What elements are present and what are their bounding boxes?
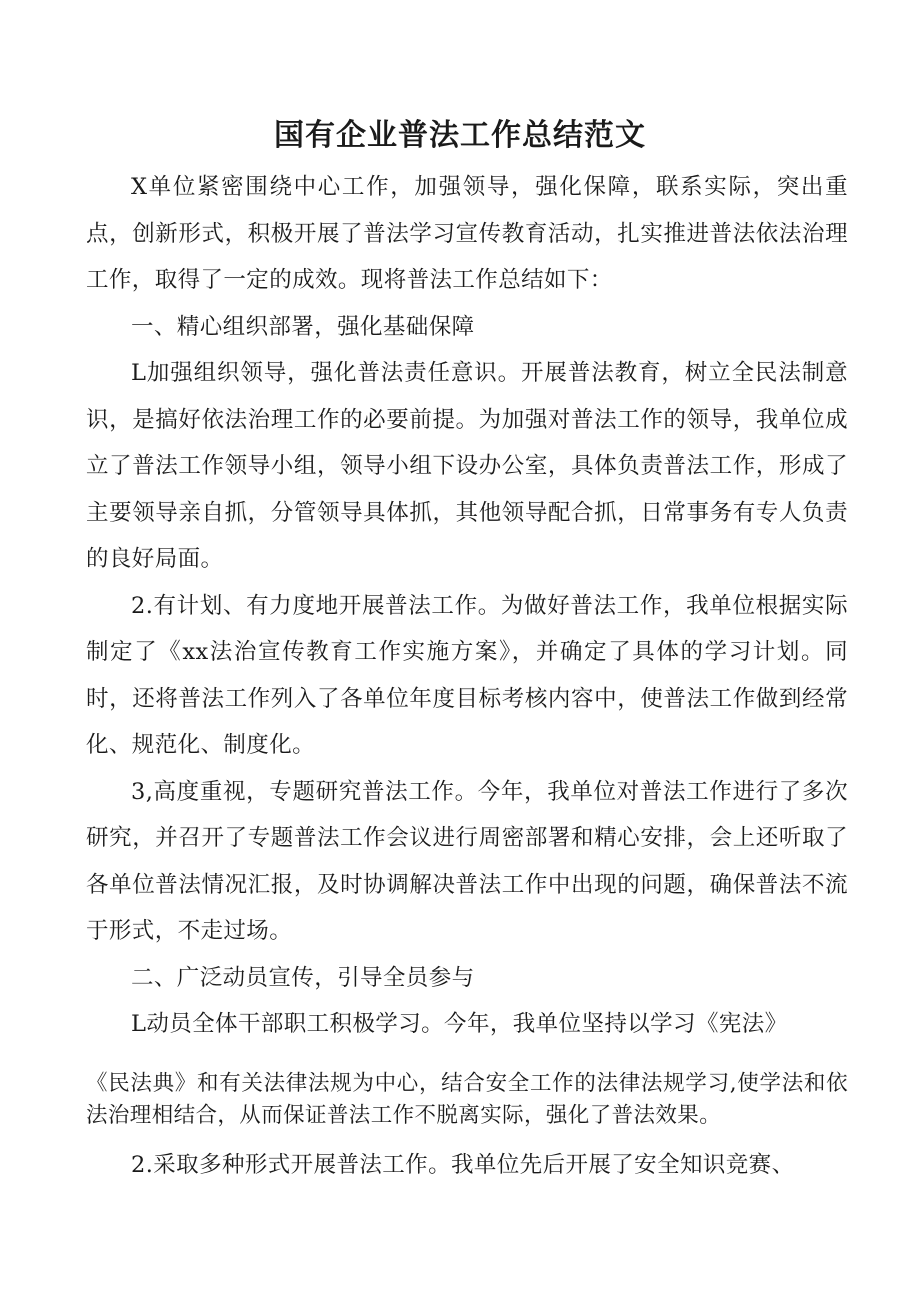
paragraph-1-3: 3,高度重视，专题研究普法工作。今年，我单位对普法工作进行了多次研究，并召开了专题普法工作会议进行周密部署和精心安排，会上还听取了各单位普法情况汇报，及时协调解决普法工作中出现的问题，确保普法不流于形式，不走过场。 bbox=[86, 778, 848, 944]
paragraph-2-2: 2.采取多种形式开展普法工作。我单位先后开展了安全知识竞赛、 bbox=[131, 1151, 795, 1178]
paragraph-2-1-continued: 《民法典》和有关法律法规为中心，结合安全工作的法律法规学习,使学法和依法治理相结合，从而保证普法工作不脱离实际，强化了普法效果。 bbox=[86, 1070, 848, 1128]
document-body bbox=[86, 164, 848, 1188]
paragraph-2-1-start: L动员全体干部职工积极学习。今年，我单位坚持以学习《宪法》 bbox=[131, 1011, 788, 1037]
section-heading-1: 一、精心组织部署，强化基础保障 bbox=[131, 313, 475, 340]
intro-paragraph: X单位紧密围绕中心工作，加强领导，强化保障，联系实际，突出重点，创新形式，积极开展了普法学习宣传教育活动，扎实推进普法依法治理工作，取得了一定的成效。现将普法工作总结如下： bbox=[86, 174, 848, 293]
paragraph-1-1: L加强组织领导，强化普法责任意识。开展普法教育，树立全民法制意识，是搞好依法治理工作的必要前提。为加强对普法工作的领导，我单位成立了普法工作领导小组，领导小组下设办公室，具体负责普法工作，形成了主要领导亲自抓，分管领导具体抓，其他领导配合抓，日常事务有专人负责的良好局面。 bbox=[86, 360, 848, 572]
section-heading-2: 二、广泛动员宣传，引导全员参与 bbox=[131, 964, 475, 991]
document-title: 国有企业普法工作总结范文 bbox=[274, 118, 646, 153]
paragraph-1-2: 2.有计划、有力度地开展普法工作。为做好普法工作，我单位根据实际制定了《xx法治宣传教育工作实施方案》，并确定了具体的学习计划。同时，还将普法工作列入了各单位年度目标考核内容中，使普法工作做到经常化、规范化、制度化。 bbox=[86, 592, 848, 758]
